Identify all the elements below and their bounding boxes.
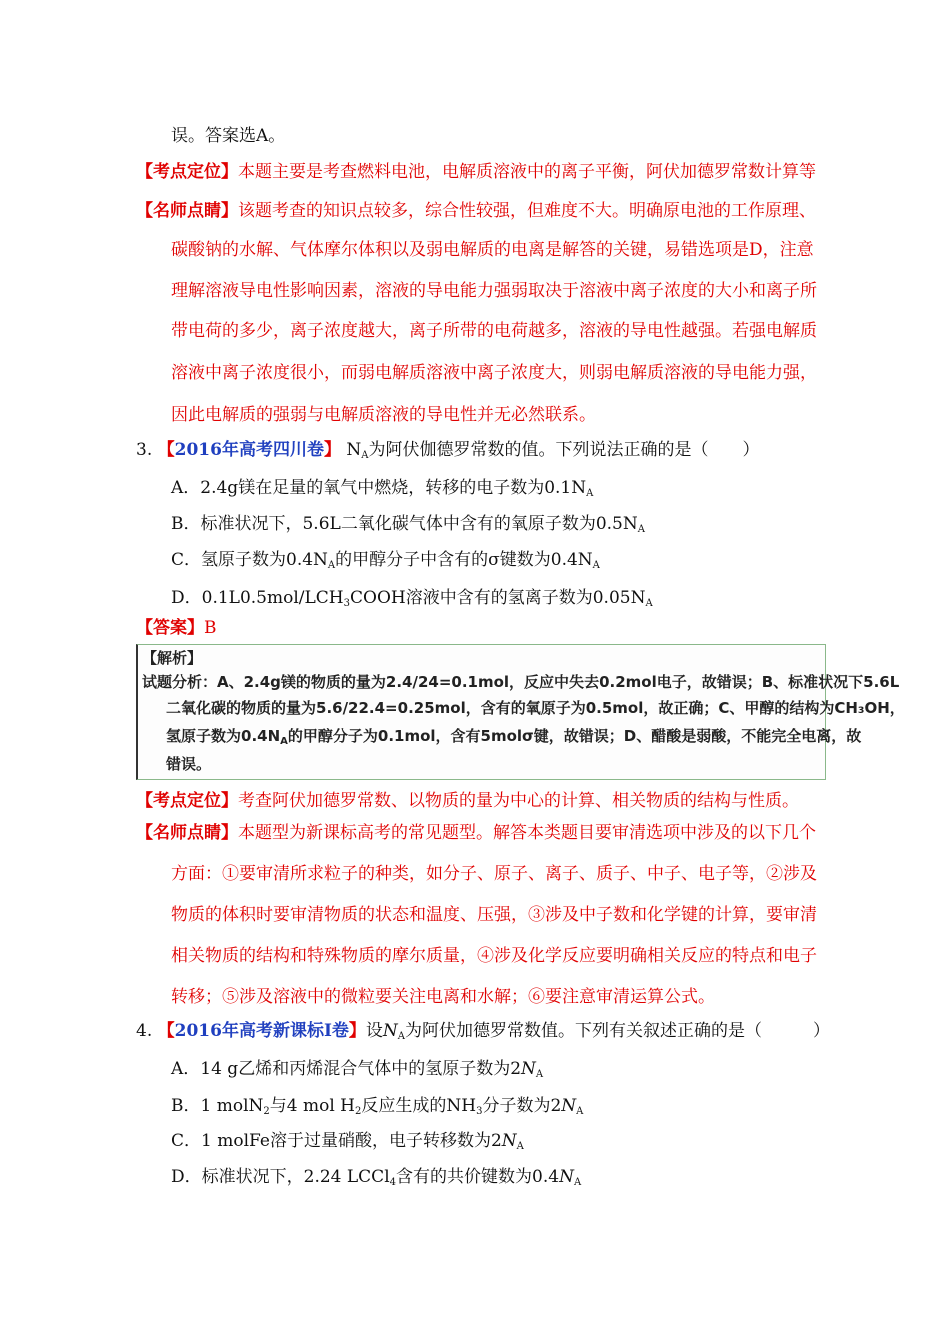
q3-kaodian-line	[136, 789, 799, 813]
q2-mingshi-line-4: 溶液中离子浓度很小，而弱电解质溶液中离子浓度大，则弱电解质溶液的导电能力强，	[171, 363, 817, 383]
q4-option-d: D．标准状况下，2.24 LCCl$_4$含有的共价键数为$0.4N_A$	[171, 1167, 582, 1188]
kaodian-tag: 【考点定位】	[136, 791, 238, 811]
q4-option-c: C．1 molFe溶于过量硝酸，电子转移数为$2N_A$	[171, 1131, 524, 1152]
q3-mingshi-line-0	[136, 821, 816, 845]
q3-mingshi-line-4: 转移；⑤涉及溶液中的微粒要关注电离和水解；⑥要注意审清运算公式。	[171, 987, 715, 1007]
kaodian-text: 本题主要是考查燃料电池，电解质溶液中的离子平衡，阿伏加德罗常数计算等	[238, 162, 816, 182]
answer-tag: 【答案】	[136, 618, 204, 638]
q2-mingshi-line-2: 理解溶液导电性影响因素，溶液的导电能力强弱取决于溶液中离子浓度的大小和离子所	[171, 281, 817, 301]
q3-stem: 3. 【2016年高考四川卷】 $N_A$为阿伏伽德罗常数的值。下列说法正确的是（ ）	[136, 440, 760, 461]
q4-option-b: B．1 molN$_2$与4 mol $H_2$反应生成的$NH_3$分子数为$2N_A$	[171, 1096, 584, 1117]
analysis-line-2: 氢原子数为$0.4N_A$的甲醇分子为0.1mol，含有5molσ键，故错误；D、醋酸是弱酸，不能完全电离，故	[166, 727, 862, 747]
analysis-title: 【解析】	[142, 649, 203, 667]
q3-option-c: C．氢原子数为$0.4N_A$的甲醇分子中含有的σ键数为$0.4N_A$	[171, 550, 600, 571]
q3-mingshi-line-1: 方面：①要审清所求粒子的种类，如分子、原子、离子、质子、中子、电子等，②涉及	[171, 864, 817, 884]
mingshi-text: 该题考查的知识点较多，综合性较强，但难度不大。明确原电池的工作原理、	[238, 201, 816, 221]
q3-option-b: B．标准状况下，5.6L二氧化碳气体中含有的氧原子数为$0.5N_A$	[171, 514, 645, 535]
q2-mingshi-line-1: 碳酸钠的水解、气体摩尔体积以及弱电解质的电离是解答的关键，易错选项是D，注意	[171, 240, 814, 260]
analysis-line-0: 试题分析：A、2.4g镁的物质的量为2.4/24=0.1mol，反应中失去0.2mol电子，故错误；B、标准状况下5.6L	[142, 673, 900, 691]
mingshi-tag: 【名师点睛】	[136, 201, 238, 221]
analysis-line-1: 二氧化碳的物质的量为5.6/22.4=0.25mol，含有的氧原子为0.5mol，故正确；C、甲醇的结构为CH₃OH，	[166, 699, 905, 717]
q3-mingshi-line-3: 相关物质的结构和特殊物质的摩尔质量，④涉及化学反应要明确相关反应的特点和电子	[171, 946, 817, 966]
q4-number: 4.	[136, 1021, 153, 1041]
q3-mingshi-line-2: 物质的体积时要审清物质的状态和温度、压强，③涉及中子数和化学键的计算，要审清	[171, 905, 817, 925]
answer-value: B	[204, 618, 217, 638]
q2-conclusion-line: 误。答案选A。	[171, 126, 286, 146]
q2-mingshi-line-5: 因此电解质的强弱与电解质溶液的导电性并无必然联系。	[171, 405, 596, 425]
q2-mingshi-line-0	[136, 199, 816, 223]
q3-analysis-box	[136, 644, 905, 780]
q4-stem: 4. 【2016年高考新课标Ⅰ卷】设$N_A$为阿伏加德罗常数值。下列有关叙述正确的是（ ）	[136, 1021, 831, 1042]
q4-source: 【2016年高考新课标Ⅰ卷】	[157, 1021, 366, 1041]
mingshi-text: 本题型为新课标高考的常见题型。解答本类题目要审清选项中涉及的以下几个	[238, 823, 816, 843]
q4-option-a: A．14 g乙烯和丙烯混合气体中的氢原子数为$2N_A$	[171, 1059, 544, 1080]
q3-answer-line	[136, 616, 217, 640]
kaodian-text: 考查阿伏加德罗常数、以物质的量为中心的计算、相关物质的结构与性质。	[238, 791, 799, 811]
kaodian-tag: 【考点定位】	[136, 162, 238, 182]
q2-mingshi-line-3: 带电荷的多少，离子浓度越大，离子所带的电荷越多，溶液的导电性越强。若强电解质	[171, 321, 817, 341]
q3-number: 3.	[136, 440, 153, 460]
mingshi-tag: 【名师点睛】	[136, 823, 238, 843]
analysis-line-3: 错误。	[166, 755, 212, 773]
q2-kaodian-line	[136, 160, 816, 184]
q3-option-d: D．$0.1L0.5mol/LCH_3COOH$溶液中含有的氢离子数为$0.05N_A$	[171, 588, 653, 609]
q3-source: 【2016年高考四川卷】	[157, 440, 341, 460]
q3-option-a: A．2.4g镁在足量的氧气中燃烧，转移的电子数为$0.1N_A$	[171, 478, 594, 499]
